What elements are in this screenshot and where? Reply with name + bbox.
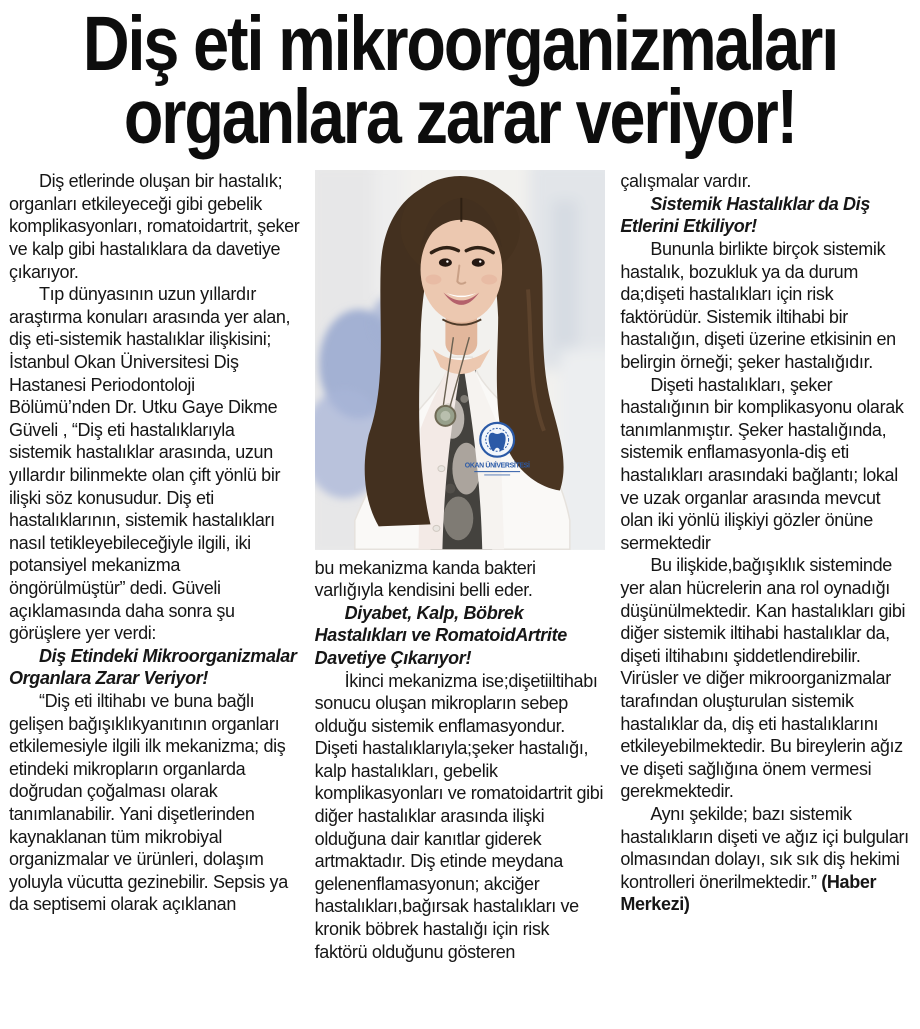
right-blush (481, 275, 497, 285)
pendant-center (440, 411, 450, 421)
article-column-2-text (315, 557, 606, 964)
headline (74, 1, 847, 161)
section-heading: Diyabet, Kalp, Böbrek Hastalıkları ve RomatoidArtrite Davetiye Çıkarıyor! (314, 602, 567, 668)
article-paragraph: Aynı şekilde; bazı sistemik hastalıkların dişeti ve ağız içi bulguları olmasından dolayı, sık sık diş hekimi kontrolleri önerilmektedir.” (Haber Merkezi) (620, 803, 909, 915)
article-paragraph: Tıp dünyasının uzun yıllardır araştırma konuları arasında yer alan, diş eti-sistemik hastalıklar ilişkisini; İstanbul Okan Üniversitesi Diş Hastanesi Periodontoloji Bölümü’nden Dr. Utku Gaye Dikme Güveli , “Diş eti hastalıklarıyla sistemik hastalıklar arasında, uzun yıllardır bilinmekte olan çift yönlü bir ilişki söz konusudur. Diş eti hastalıklarının, sistemik hastalıkları nasıl tetikleyebileceğiyle ilgili, iki potansiyel mekanizma öngörülmüştür” dedi. Güveli açıklamasında daha sonra şu görüşlere yer verdi: (9, 284, 291, 644)
article-body (0, 170, 920, 1016)
eye-highlight (479, 261, 481, 263)
section-heading: Sistemik Hastalıklar da Diş Etlerini Etkiliyor! (620, 193, 870, 237)
article-paragraph: Bu ilişkide,bağışıklık sisteminde yer alan hücrelerin ana rol oynadığı düşünülmektedir. Kan hastalıkları gibi diğer sistemik iltihabi hastalıklar da, dişeti iltihabını şiddetlendirebilir. Virüsler ve diğer mikroorganizmalar tarafından oluşturulan sistemik hastalıklar da, diş eti hastalıklarını etkileyebilmektedir. Bu bireylerin ağız ve dişeti sağlığına önem vermesi gerekmektedir. (620, 555, 906, 802)
byline-bold: (Haber Merkezi) (620, 871, 877, 915)
eye-highlight (446, 261, 448, 263)
doctor-photo-illustration (315, 170, 606, 549)
article-paragraph: bu mekanizma kanda bakteri varlığıyla kendisini belli eder. (314, 557, 536, 601)
headline-line-1: Diş eti mikroorganizmaları (82, 1, 838, 87)
doctor-photo (315, 170, 606, 549)
article-paragraph: Dişeti hastalıkları, şeker hastalığının bir komplikasyonu olarak tanımlanmıştır. Şeker hastalığında, sistemik enflamasyonla-diş eti hastalıkları arasındaki bağlantı; lokal ve uzak organlar arasında mevcut olan iki yönlü ilişkiyi gözler önüne sermektedir (620, 374, 904, 553)
article-column-3 (620, 170, 911, 1016)
article-column-1 (9, 170, 300, 1016)
article-paragraph: Diş etlerinde oluşan bir hastalık; organları etkileyeceği gibi gebelik komplikasyonları, romatoidartrit, şeker ve kalp gibi hastalıklara da davetiye çıkarıyor. (9, 171, 300, 282)
logo-text: OKAN ÜNİVERSİTESİ (464, 462, 530, 470)
coat-button (438, 466, 445, 472)
article-paragraph: “Diş eti iltihabı ve buna bağlı gelişen bağışıklıkyanıtının organları etkilemesiyle ilgili ilk mekanizma; diş etindeki mikropların organlarda doğrudan çoğalması olarak tanımlanabilir. Yani dişetlerinden kaynaklanan tüm mikrobiyal organizmalar ve ürünleri, dolaşım yoluyla vücutta gezinebilir. Sepsis ya da septisemi olarak açıklanan (9, 690, 288, 915)
left-eye (439, 259, 452, 267)
coat-button (433, 526, 440, 532)
doctor-face (420, 217, 502, 323)
right-eye (471, 259, 484, 267)
section-heading: Diş Etindeki Mikroorganizmalar Organlara Zarar Veriyor! (9, 645, 297, 689)
logo-subtext-line (484, 474, 510, 476)
article-paragraph: Bununla birlikte birçok sistemik hastalık, bozukluk ya da durum da;dişeti hastalıkları için risk faktörüdür. Sistemik iltihabi bir hastalığın, dişeti üzerine etkisinin en belirgin örneği; şeker hastalığıdır. (620, 239, 896, 373)
article-column-2 (315, 170, 606, 1016)
article-paragraph: İkinci mekanizma ise;dişetiiltihabı sonucu oluşan mikropların sebep olduğu sistemik enflamasyondur. Dişeti hastalıklarıyla;şeker hastalığı, kalp hastalıkları, gebelik komplikasyonları ve romatoidartrit gibi diğer hastalıklar arasında ilişki olduğuna dair kanıtlar giderek artmaktadır. Diş etinde meydana gelenenflamasyonun; akciğer hastalıkları,bağırsak hastalıkları ve kronik böbrek hastalığı için risk faktörü olduğunu gösteren (314, 670, 604, 962)
headline-line-2: organlara zarar veriyor! (123, 74, 797, 161)
left-blush (425, 275, 441, 285)
article-paragraph: çalışmalar vardır. (620, 171, 752, 192)
